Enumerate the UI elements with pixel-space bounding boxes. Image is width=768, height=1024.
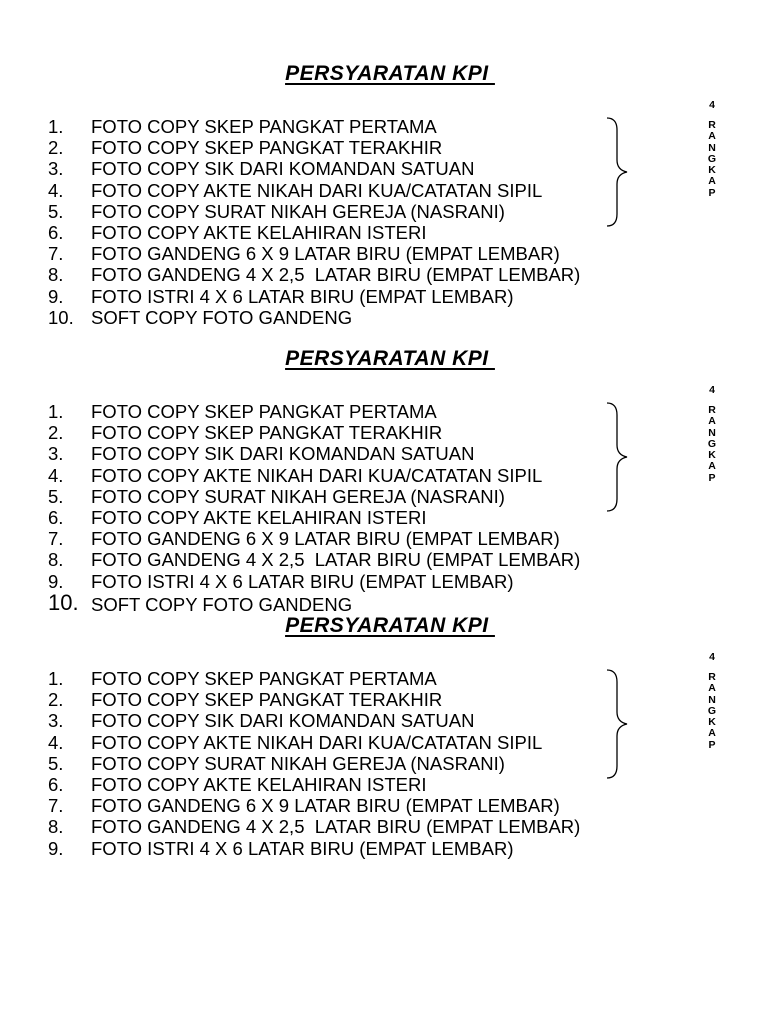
item-text: FOTO COPY AKTE NIKAH DARI KUA/CATATAN SIPIL (91, 179, 543, 201)
item-number: 5. (48, 752, 64, 774)
requirements-section-3 (0, 614, 768, 904)
item-text: FOTO COPY AKTE KELAHIRAN ISTERI (91, 221, 427, 243)
requirements-section-2 (0, 347, 768, 637)
item-number: 3. (48, 710, 64, 732)
item-number: 9. (48, 285, 64, 307)
section-title: PERSYARATAN KPI (285, 614, 495, 637)
item-number: 7. (48, 795, 64, 817)
item-text: FOTO COPY SKEP PANGKAT TERAKHIR (91, 137, 443, 159)
item-text: FOTO COPY AKTE KELAHIRAN ISTERI (91, 773, 427, 795)
item-number: 10. (48, 589, 79, 615)
item-text: FOTO GANDENG 4 X 2,5 LATAR BIRU (EMPAT LEMBAR) (91, 264, 581, 286)
side-number: 4 (709, 384, 715, 396)
side-number: 4 (709, 99, 715, 111)
section-title: PERSYARATAN KPI (285, 62, 495, 85)
right-brace-icon (605, 116, 631, 228)
item-text: FOTO COPY AKTE KELAHIRAN ISTERI (91, 506, 427, 528)
side-letter: G (707, 152, 717, 165)
item-text: FOTO COPY SURAT NIKAH GEREJA (NASRANI) (91, 200, 505, 222)
side-number: 4 (709, 651, 715, 663)
side-letter: A (708, 175, 716, 188)
side-letter: P (708, 738, 716, 751)
side-letter: G (707, 704, 717, 717)
item-number: 10. (48, 306, 74, 328)
side-letter: A (708, 727, 716, 740)
item-number: 4. (48, 731, 64, 753)
item-text: FOTO COPY AKTE NIKAH DARI KUA/CATATAN SIPIL (91, 731, 543, 753)
item-number: 8. (48, 264, 64, 286)
side-letter: N (708, 426, 716, 439)
item-text: FOTO COPY SIK DARI KOMANDAN SATUAN (91, 710, 475, 732)
side-note-4-rangkap (704, 98, 720, 199)
item-text: FOTO COPY SURAT NIKAH GEREJA (NASRANI) (91, 485, 505, 507)
side-letter: A (708, 415, 716, 428)
side-letter: P (708, 186, 716, 199)
item-number: 4. (48, 464, 64, 486)
item-number: 1. (48, 668, 64, 689)
side-letter: R (708, 671, 716, 683)
side-letter: K (708, 164, 716, 177)
item-number: 9. (48, 570, 64, 592)
item-text: FOTO COPY SIK DARI KOMANDAN SATUAN (91, 158, 475, 180)
side-letter: A (708, 682, 716, 695)
item-number: 8. (48, 549, 64, 571)
side-letter: G (707, 437, 717, 450)
side-note-4-rangkap (704, 383, 720, 484)
item-number: 6. (48, 506, 64, 528)
side-letter: K (708, 449, 716, 462)
item-number: 2. (48, 137, 64, 159)
item-text: FOTO GANDENG 4 X 2,5 LATAR BIRU (EMPAT LEMBAR) (91, 816, 581, 838)
side-letter: P (708, 471, 716, 484)
item-number: 8. (48, 816, 64, 838)
item-number: 7. (48, 243, 64, 265)
item-text: FOTO ISTRI 4 X 6 LATAR BIRU (EMPAT LEMBAR) (91, 837, 514, 859)
item-number: 2. (48, 422, 64, 444)
item-text: FOTO COPY SIK DARI KOMANDAN SATUAN (91, 443, 475, 465)
item-text: SOFT COPY FOTO GANDENG (91, 306, 353, 328)
requirements-section-1 (0, 62, 768, 352)
item-number: 5. (48, 485, 64, 507)
right-brace-icon (605, 668, 631, 780)
item-text: FOTO COPY SKEP PANGKAT PERTAMA (91, 116, 437, 137)
item-text: FOTO ISTRI 4 X 6 LATAR BIRU (EMPAT LEMBAR) (91, 570, 514, 592)
side-note-4-rangkap (704, 650, 720, 751)
item-text: FOTO GANDENG 6 X 9 LATAR BIRU (EMPAT LEMBAR) (91, 528, 560, 550)
item-number: 5. (48, 200, 64, 222)
item-number: 2. (48, 689, 64, 711)
item-number: 9. (48, 837, 64, 859)
item-text: FOTO GANDENG 4 X 2,5 LATAR BIRU (EMPAT LEMBAR) (91, 549, 581, 571)
item-text: FOTO COPY SURAT NIKAH GEREJA (NASRANI) (91, 752, 505, 774)
item-text: FOTO COPY AKTE NIKAH DARI KUA/CATATAN SIPIL (91, 464, 543, 486)
item-number: 3. (48, 158, 64, 180)
item-number: 4. (48, 179, 64, 201)
item-text: FOTO COPY SKEP PANGKAT PERTAMA (91, 401, 437, 422)
item-text: FOTO ISTRI 4 X 6 LATAR BIRU (EMPAT LEMBAR) (91, 285, 514, 307)
right-brace-icon (605, 401, 631, 513)
item-text: FOTO GANDENG 6 X 9 LATAR BIRU (EMPAT LEMBAR) (91, 795, 560, 817)
item-text: FOTO GANDENG 6 X 9 LATAR BIRU (EMPAT LEMBAR) (91, 243, 560, 265)
item-text: FOTO COPY SKEP PANGKAT TERAKHIR (91, 689, 443, 711)
side-letter: N (708, 693, 716, 706)
item-number: 7. (48, 528, 64, 550)
section-title: PERSYARATAN KPI (285, 347, 495, 370)
side-letter: A (708, 460, 716, 473)
item-number: 1. (48, 401, 64, 422)
side-letter: K (708, 716, 716, 729)
side-letter: N (708, 141, 716, 154)
side-letter: R (708, 119, 716, 131)
item-number: 6. (48, 221, 64, 243)
side-letter: A (708, 130, 716, 143)
item-text: FOTO COPY SKEP PANGKAT PERTAMA (91, 668, 437, 689)
item-text: SOFT COPY FOTO GANDENG (91, 593, 353, 615)
side-letter: R (708, 404, 716, 416)
item-number: 3. (48, 443, 64, 465)
item-number: 6. (48, 773, 64, 795)
item-number: 1. (48, 116, 64, 137)
item-text: FOTO COPY SKEP PANGKAT TERAKHIR (91, 422, 443, 444)
